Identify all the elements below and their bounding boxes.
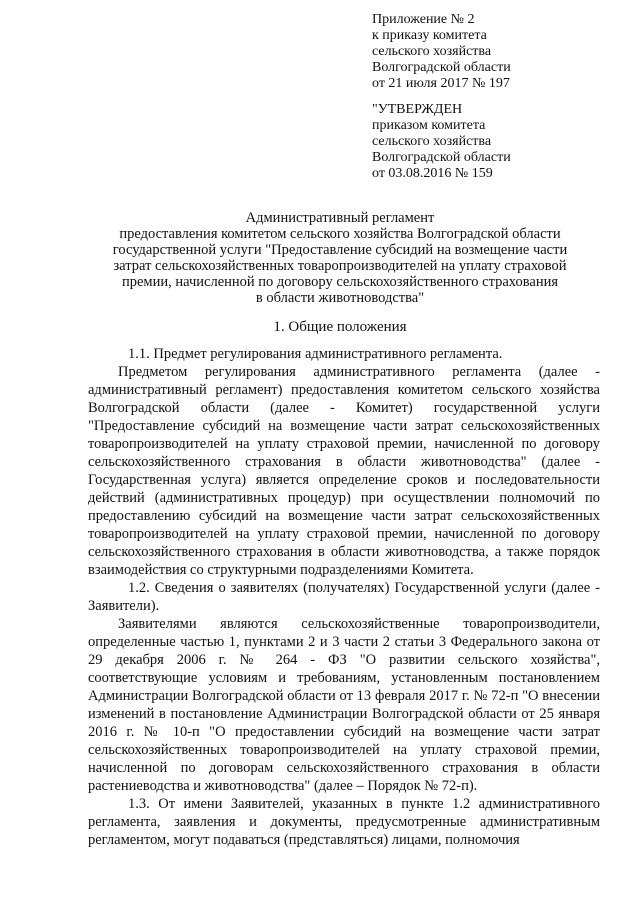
approval-line: Волгоградской области	[372, 150, 511, 165]
approval-line: "УТВЕРЖДЕН	[372, 102, 463, 117]
document-title	[80, 210, 600, 306]
paragraph: 1.1. Предмет регулирования административного регламента.	[128, 346, 503, 362]
appendix-line: Волгоградской области	[372, 60, 511, 75]
section-heading: 1. Общие положения	[273, 319, 407, 335]
appendix-line: сельского хозяйства	[372, 44, 492, 59]
title-line: затрат сельскохозяйственных товаропроизводителей на уплату страховой	[113, 258, 567, 274]
approval-line: от 03.08.2016 № 159	[372, 166, 493, 181]
title-line: государственной услуги "Предоставление субсидий на возмещение части	[112, 242, 568, 258]
paragraph: Предметом регулирования административного регламента (далее - административный регламент) предоставления комитетом сельского хозяйства Волгоградской области (далее - Комитет) государственной услуги "Предоставление субсидий на возмещение части затрат сельскохозяйственных товаропроизводителей на уплату страховой премии, начисленной по договору сельскохозяйственного страхования в области животноводства" (далее - Государственная услуга) является определение сроков и последовательности действий (административных процедур) при осуществлении полномочий по предоставлению субсидий на возмещение части затрат сельскохозяйственных товаропроизводителей на уплату страховой премии, начисленной по договору сельскохозяйственного страхования в области животноводства, а также порядок взаимодействия со структурными подразделениями Комитета.	[88, 364, 600, 578]
approval-line: сельского хозяйства	[372, 134, 492, 149]
paragraph: Заявителями являются сельскохозяйственные товаропроизводители, определенные частью 1, пунктами 2 и 3 части 2 статьи 3 Федерального закона от 29 декабря 2006 г. № 264 - ФЗ "О развитии сельского хозяйства", соответствующие условиям и требованиям, установленным постановлением Администрации Волгоградской области от 13 февраля 2017 г. № 72-п "О внесении изменений в постановление Администрации Волгоградской области от 25 января 2016 г. № 10-п "О предоставлении субсидий на возмещение части затрат сельскохозяйственных товаропроизводителей на уплату страховой премии, начисленной по договорам сельскохозяйственного страхования в области растениеводства и животноводства" (далее – Порядок № 72-п).	[88, 616, 600, 794]
paragraph: 1.2. Сведения о заявителях (получателях) Государственной услуги (далее - Заявители).	[88, 580, 600, 614]
appendix-line: Приложение № 2	[372, 12, 475, 27]
title-line: предоставления комитетом сельского хозяйства Волгоградской области	[119, 226, 561, 242]
document-body	[88, 345, 600, 849]
approval-line: приказом комитета	[372, 118, 486, 133]
appendix-line: от 21 июля 2017 № 197	[372, 76, 510, 91]
appendix-line: к приказу комитета	[372, 28, 487, 43]
title-line: в области животноводства"	[255, 290, 425, 306]
title-line: премии, начисленной по договору сельскохозяйственного страхования	[121, 274, 559, 290]
approval-stamp-text	[372, 102, 627, 182]
paragraph: 1.3. От имени Заявителей, указанных в пункте 1.2 административного регламента, заявления и документы, предусмотренные административным регламентом, могут подаваться (представляться) лицами, полномочия	[88, 796, 600, 848]
title-line: Административный регламент	[245, 210, 435, 226]
appendix-note	[372, 12, 627, 92]
